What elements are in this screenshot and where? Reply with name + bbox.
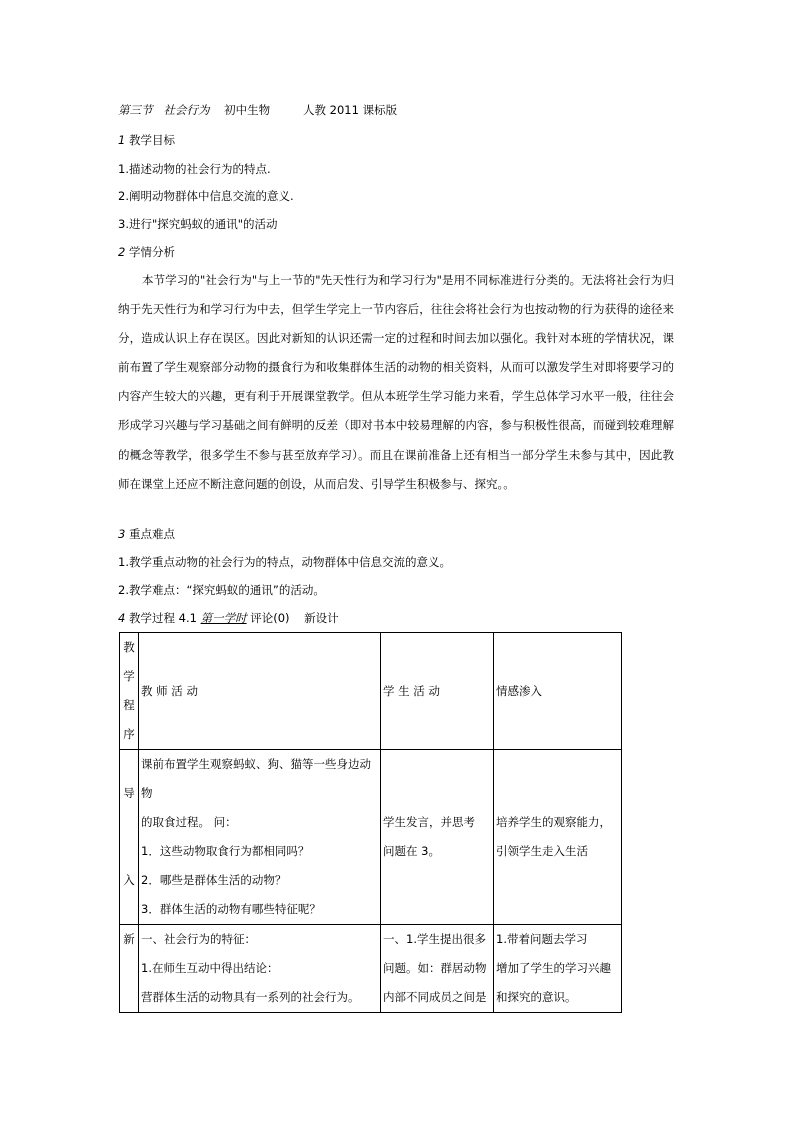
- process-heading: 4 教学过程 4.1 第一学时 评论(0) 新设计: [118, 611, 339, 625]
- difficulty-item: 1.教学重点动物的社会行为的特点，动物群体中信息交流的意义。: [118, 555, 451, 569]
- new-design-link[interactable]: 新设计: [304, 611, 339, 625]
- table-header-row: [120, 633, 622, 750]
- goal-item: 2.阐明动物群体中信息交流的意义.: [118, 189, 294, 203]
- edition-label: 人教 2011 课标版: [303, 103, 398, 117]
- student-activity-cell: 一、1.学生提出很多 问题。如：群居动物 内部不同成员之间是: [381, 925, 494, 1013]
- emotion-header: 情感渗入: [494, 633, 622, 750]
- comment-link[interactable]: 评论(0): [250, 611, 290, 625]
- stage-new: 新: [120, 925, 139, 1013]
- goal-item: 1.描述动物的社会行为的特点.: [118, 162, 271, 176]
- table-row: [120, 925, 622, 1013]
- section-title: 社会行为: [163, 103, 210, 117]
- emotion-cell: 1.带着问题去学习 增加了学生的学习兴趣 和探究的意识。: [494, 925, 622, 1013]
- goal-item: 3.进行"探究蚂蚁的通讯"的活动: [118, 217, 278, 231]
- table-row: [120, 750, 622, 925]
- teacher-activity-cell: 一、社会行为的特征： 1.在师生互动中得出结论： 营群体生活的动物具有一系列的社会行为。: [139, 925, 381, 1013]
- stage-header: 教 学 程 序: [120, 633, 139, 750]
- doc-header: [118, 102, 397, 118]
- student-activity-cell: 学生发言，并思考 问题在 3。: [381, 750, 494, 925]
- stage-intro: 导 入: [120, 750, 139, 925]
- student-activity-header: 学 生 活 动: [381, 633, 494, 750]
- section-label: 第三节: [118, 103, 153, 117]
- difficulty-item: 2.教学难点：“探究蚂蚁的通讯”的活动。: [118, 583, 325, 597]
- analysis-paragraph: 本节学习的"社会行为"与上一节的"先天性行为和学习行为"是用不同标准进行分类的。无法将社会行为归纳于先天性行为和学习行为中去，但学生学完上一节内容后，往往会将社会行为也按动物的行为获得的途径来分，造成认识上存在误区。因此对新知的认识还需一定的过程和时间去加以强化。我针对本班的学情状况，课前布置了学生观察部分动物的摄食行为和收集群体生活的动物的相关资料，从而可以激发学生对即将要学习的内容产生较大的兴趣，更有利于开展课堂教学。但从本班学生学习能力来看，学生总体学习水平一般，往往会形成学习兴趣与学习基础之间有鲜明的反差（即对书本中较易理解的内容，参与积极性很高，而碰到较难理解的概念等教学，很多学生不参与甚至放弃学习）。而且在课前准备上还有相当一部分学生未参与其中，因此教师在课堂上还应不断注意问题的创设，从而启发、引导学生积极参与、探究。。: [118, 273, 674, 491]
- teacher-activity-header: 教 师 活 动: [139, 633, 381, 750]
- lesson-link[interactable]: 第一学时: [200, 611, 247, 625]
- subject-label: 初中生物: [224, 103, 271, 117]
- lesson-table: [119, 632, 622, 1013]
- emotion-cell: 培养学生的观察能力， 引领学生走入生活: [494, 750, 622, 925]
- difficulty-heading: 3 重点难点: [118, 527, 175, 541]
- analysis-heading: 2 学情分析: [118, 245, 175, 259]
- goals-heading: 1 教学目标: [118, 133, 175, 147]
- teacher-activity-cell: 课前布置学生观察蚂蚁、狗、猫等一些身边动 物 的取食过程。 问： 1．这些动物取食行为都相同吗？ 2．哪些是群体生活的动物？ 3．群体生活的动物有哪些特征呢？: [139, 750, 381, 925]
